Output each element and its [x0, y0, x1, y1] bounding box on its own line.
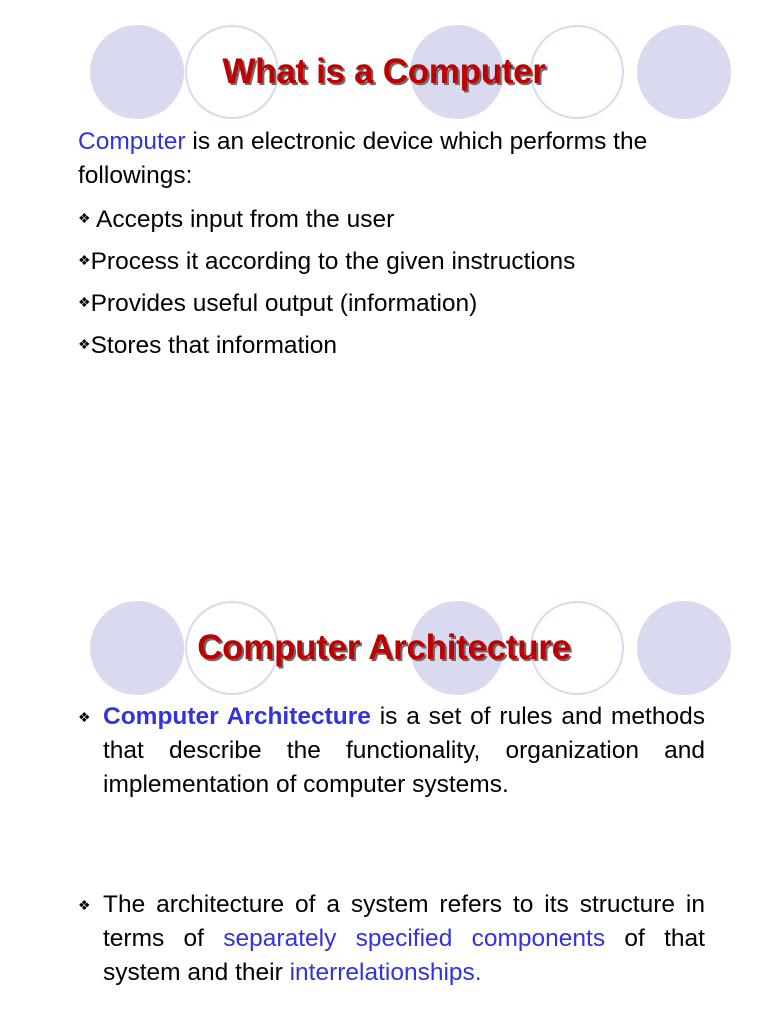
paragraph-structure [78, 888, 705, 990]
paragraph-definition [78, 700, 705, 802]
slide-title: Computer Architecture [197, 628, 571, 667]
paragraph-content [103, 888, 705, 990]
list-item-text: Stores that information [90, 332, 338, 359]
structure-text: The architecture of a system refers to its structure in terms of [103, 891, 705, 952]
list-item [78, 285, 477, 321]
list-item [78, 201, 394, 237]
intro-text: is an electronic device which performs the followings: [78, 128, 648, 189]
bullet-icon: ❖ [78, 252, 91, 268]
intro-paragraph [78, 125, 708, 193]
intro-term: Computer [78, 128, 186, 155]
bullet-icon: ❖ [78, 294, 91, 310]
highlight-components: separately specified components [223, 925, 606, 952]
paragraph-content [103, 700, 705, 802]
structure-text: of that system and their [103, 925, 705, 986]
bullet-icon: ❖ [78, 709, 91, 725]
highlight-interrelationships: interrelationships. [289, 959, 482, 986]
definition-text: is a set of rules and methods that describe the functionality, organization and implementation of computer systems. [103, 703, 705, 798]
list-item-text: Process it according to the given instructions [90, 248, 576, 275]
list-item [78, 327, 337, 363]
list-item-text: Provides useful output (information) [90, 290, 478, 317]
term-computer-architecture: Computer Architecture [103, 703, 371, 730]
slide-title: What is a Computer [222, 52, 546, 91]
list-item [78, 243, 575, 279]
bullet-icon: ❖ [78, 210, 91, 226]
slide-computer-architecture [0, 512, 768, 1024]
bullet-icon: ❖ [78, 336, 91, 352]
list-item-text: Accepts input from the user [96, 206, 395, 233]
bullet-icon: ❖ [78, 897, 91, 913]
